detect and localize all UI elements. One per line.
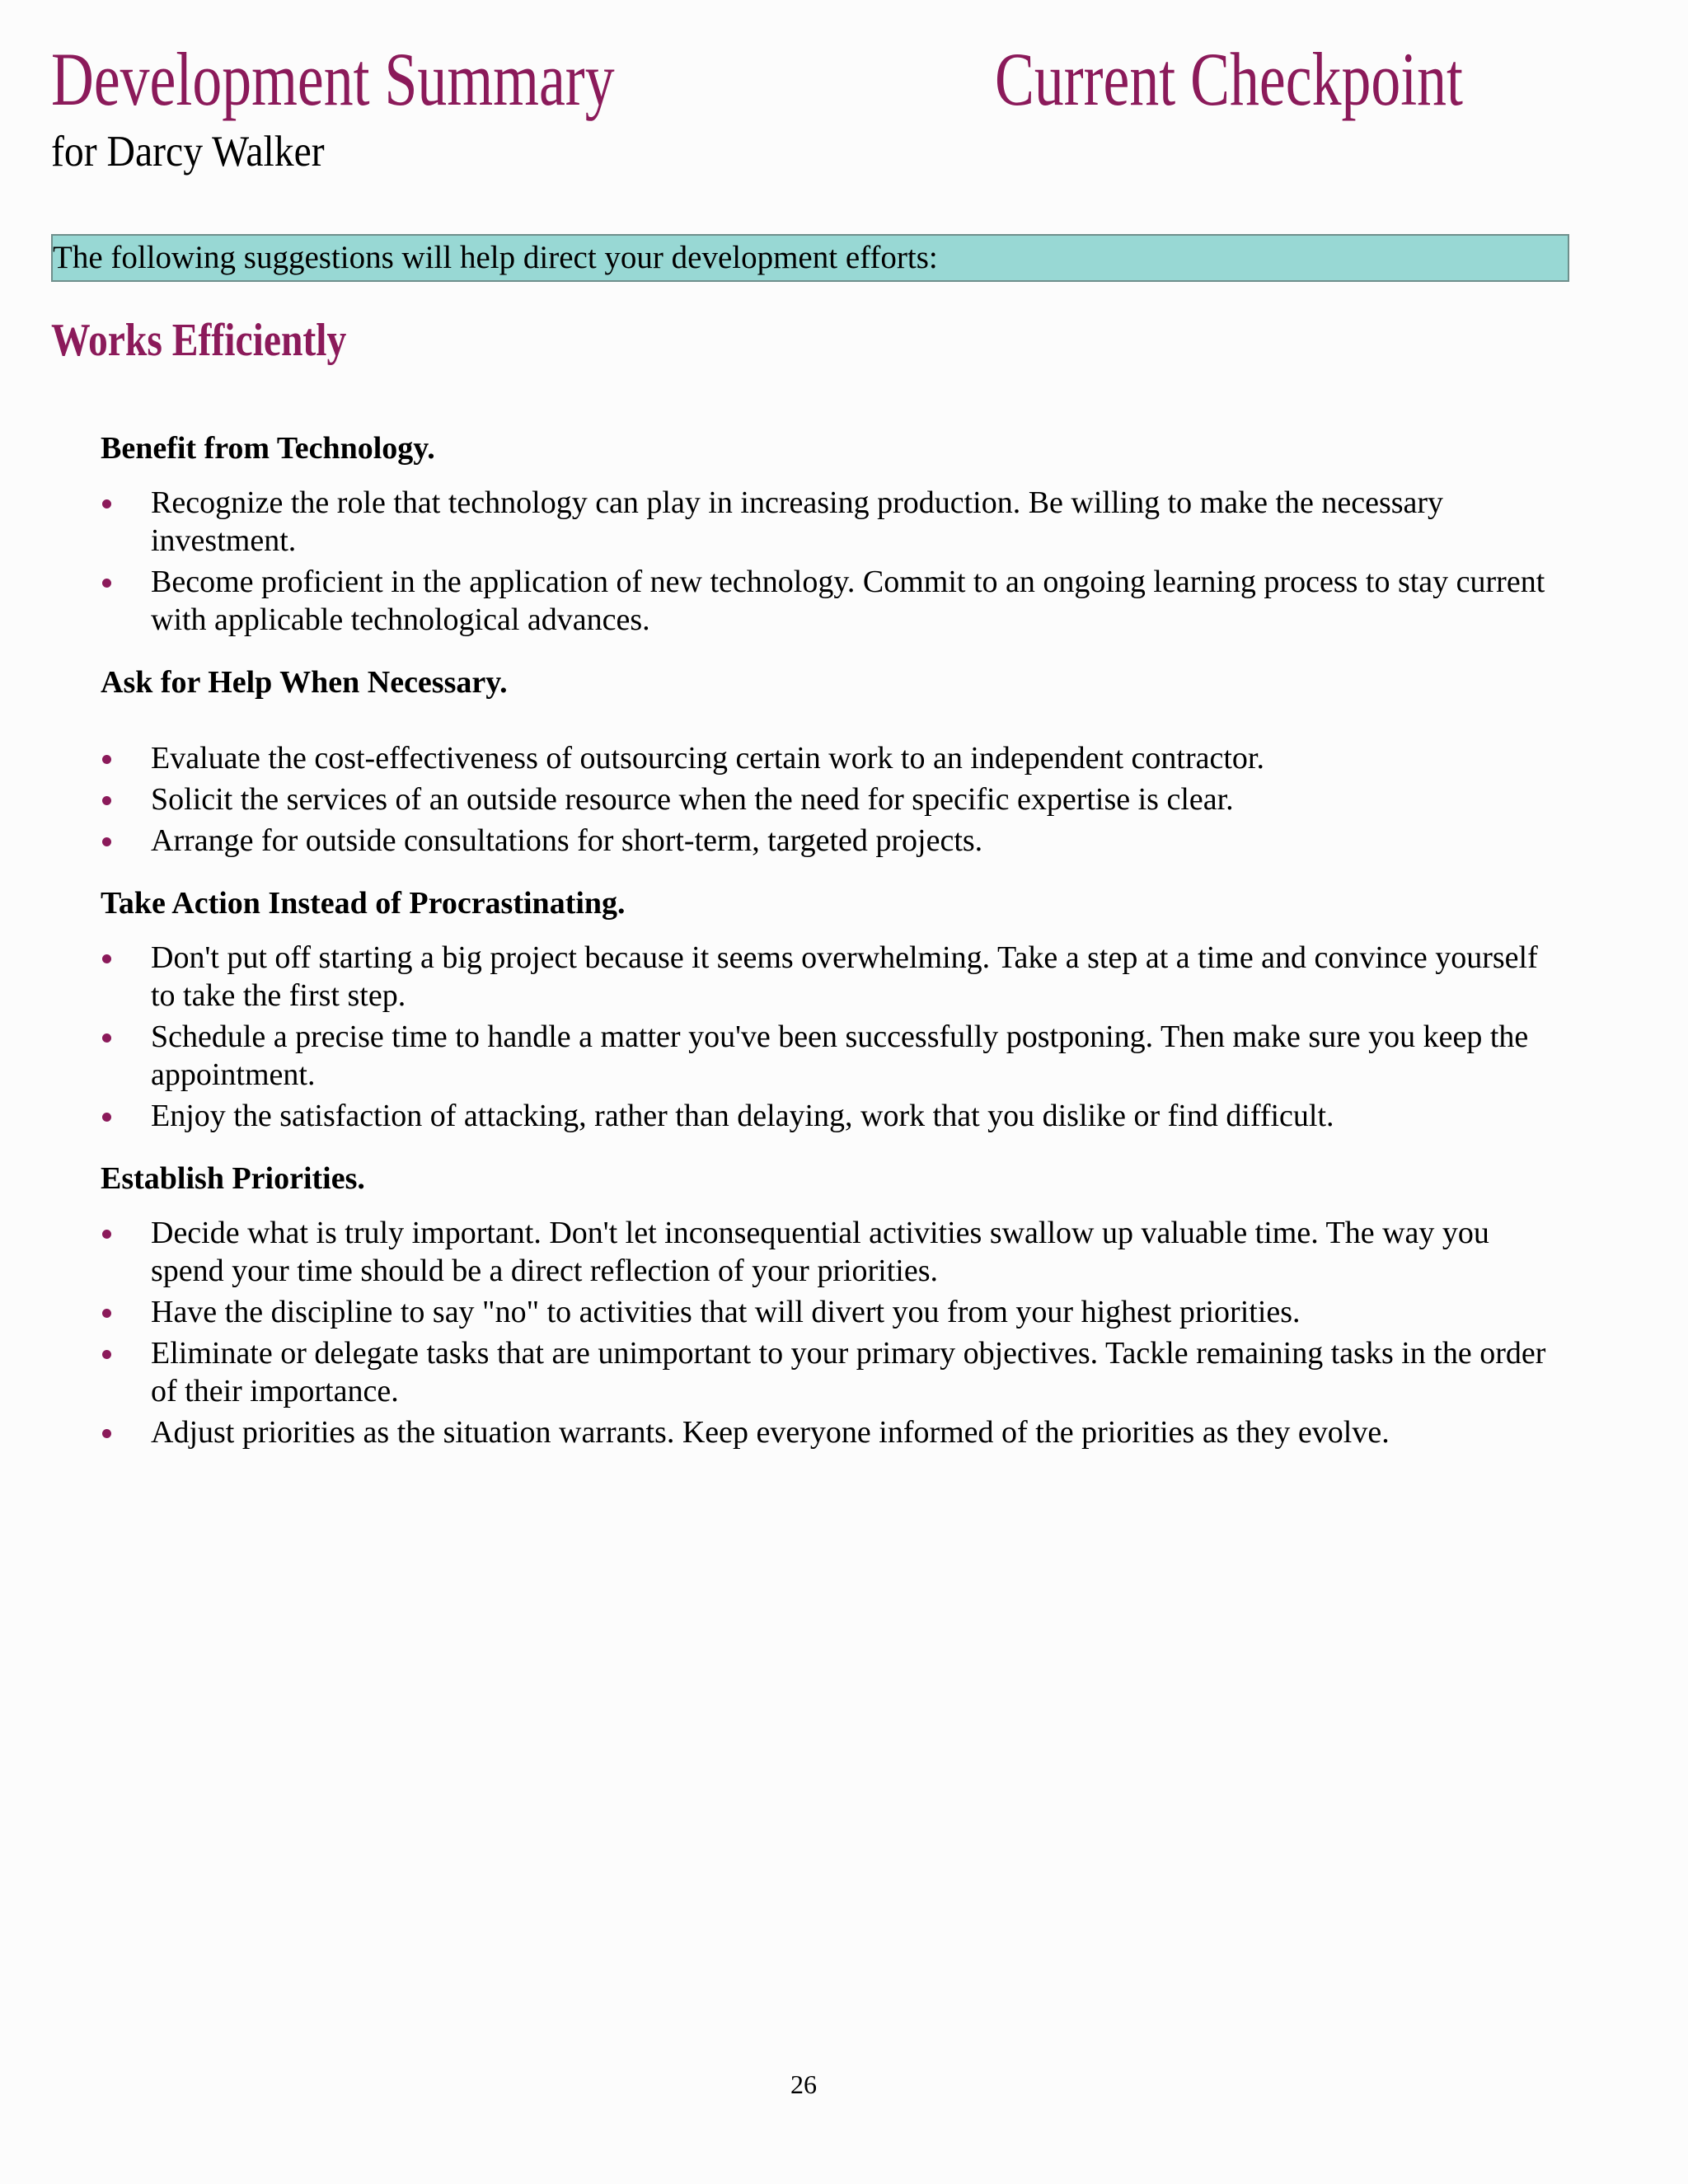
- bullet-list: [101, 939, 1551, 1135]
- list-item: [101, 1018, 1551, 1094]
- group-title: Benefit from Technology.: [101, 431, 435, 466]
- bullet-icon: [102, 954, 111, 963]
- bullet-list: [101, 739, 1551, 860]
- suggestion-group: [101, 663, 1551, 860]
- list-item-text: Decide what is truly important. Don't let inconsequential activities swallow up valuable time. The way you spend your time should be a direct reflection of your priorities.: [151, 1216, 1489, 1288]
- list-item: [101, 1293, 1551, 1331]
- bullet-icon: [102, 837, 111, 846]
- list-item: [101, 822, 1551, 860]
- group-title: Take Action Instead of Procrastinating.: [101, 886, 626, 921]
- instruction-banner-text: The following suggestions will help direct your development efforts:: [53, 240, 938, 275]
- bullet-icon: [102, 1230, 111, 1239]
- list-item: [101, 484, 1551, 560]
- instruction-banner: [51, 234, 1569, 282]
- list-item: [101, 1214, 1551, 1290]
- bullet-icon: [102, 755, 111, 764]
- bullet-icon: [102, 499, 111, 509]
- suggestion-group: [101, 1160, 1551, 1451]
- bullet-icon: [102, 1033, 111, 1043]
- list-item-text: Schedule a precise time to handle a matter you've been successfully postponing. Then make sure you keep the appointment.: [151, 1019, 1529, 1092]
- list-item: [101, 563, 1551, 639]
- list-item: [101, 939, 1551, 1015]
- bullet-icon: [102, 1350, 111, 1359]
- page-number: 26: [790, 2069, 817, 2099]
- list-item-text: Arrange for outside consultations for short-term, targeted projects.: [151, 823, 983, 858]
- list-item-text: Evaluate the cost-effectiveness of outsourcing certain work to an independent contractor.: [151, 741, 1264, 776]
- bullet-list: [101, 1214, 1551, 1451]
- bullet-list: [101, 484, 1551, 639]
- suggestion-group: [101, 429, 1551, 639]
- suggestion-group: [101, 884, 1551, 1135]
- bullet-icon: [102, 1113, 111, 1122]
- list-item: [101, 1413, 1551, 1451]
- page-title: Development Summary: [51, 37, 615, 121]
- list-item-text: Recognize the role that technology can play in increasing production. Be willing to make the necessary investment.: [151, 485, 1444, 558]
- list-item-text: Enjoy the satisfaction of attacking, rather than delaying, work that you dislike or find difficult.: [151, 1099, 1334, 1133]
- list-item-text: Solicit the services of an outside resource when the need for specific expertise is clear.: [151, 782, 1234, 817]
- bullet-icon: [102, 1309, 111, 1318]
- list-item: [101, 780, 1551, 818]
- list-item-text: Don't put off starting a big project because it seems overwhelming. Take a step at a time and convince yourself to take the first step.: [151, 940, 1538, 1013]
- list-item-text: Adjust priorities as the situation warrants. Keep everyone informed of the priorities as they evolve.: [151, 1415, 1390, 1450]
- subtitle-recipient: for Darcy Walker: [51, 128, 325, 176]
- group-title: Ask for Help When Necessary.: [101, 665, 508, 700]
- suggestions-content: [101, 429, 1551, 1455]
- section-heading: Works Efficiently: [51, 315, 347, 366]
- list-item-text: Become proficient in the application of new technology. Commit to an ongoing learning process to stay current with applicable technological advances.: [151, 565, 1545, 637]
- list-item: [101, 1334, 1551, 1410]
- list-item: [101, 1097, 1551, 1135]
- bullet-icon: [102, 1429, 111, 1438]
- bullet-icon: [102, 579, 111, 588]
- list-item-text: Have the discipline to say "no" to activities that will divert you from your highest priorities.: [151, 1295, 1301, 1329]
- checkpoint-title: Current Checkpoint: [995, 37, 1463, 121]
- list-item-text: Eliminate or delegate tasks that are unimportant to your primary objectives. Tackle remaining tasks in the order of their importance.: [151, 1336, 1546, 1408]
- bullet-icon: [102, 796, 111, 805]
- group-title: Establish Priorities.: [101, 1161, 365, 1196]
- list-item: [101, 739, 1551, 777]
